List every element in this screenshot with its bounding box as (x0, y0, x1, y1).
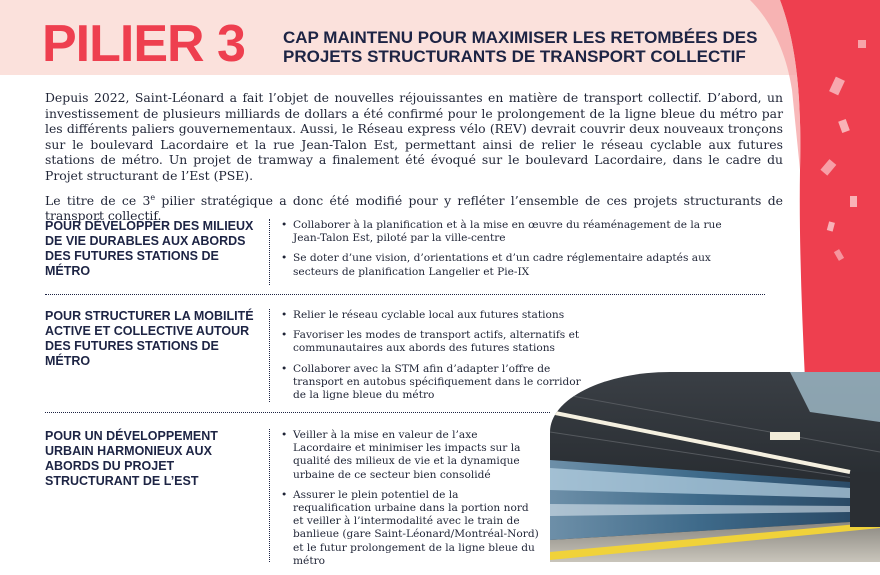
bullet-list (281, 429, 539, 575)
pillar-number: PILIER 3 (42, 15, 245, 73)
section-separator (45, 294, 765, 295)
list-item: • Se doter d’une vision, d’orientations et d’un cadre réglementaire adaptés aux secteurs de planification Langelier et Pie-IX (281, 252, 736, 278)
bullet-list (281, 309, 596, 409)
intro-paragraph-2-start: Le titre de ce 3 (45, 192, 151, 208)
metro-station-photo (550, 372, 880, 562)
section-heading: POUR STRUCTURER LA MOBILITÉ ACTIVE ET COLLECTIVE AUTOUR DES FUTURES STATIONS DE MÉTRO (45, 309, 254, 368)
list-item: • Veiller à la mise en valeur de l’axe Lacordaire et minimiser les impacts sur la qualité des milieux de vie et la dynamique urbaine de ce secteur bien consolidé (281, 429, 539, 482)
ordinal-superscript: e (150, 192, 156, 202)
intro-paragraph-2-end: pilier stratégique a donc été modifié pour y refléter l’ensemble de ces projets structurants de transport collectif. (45, 192, 783, 224)
strategy-section-1 (45, 219, 765, 294)
bullet-list (281, 219, 736, 286)
pillar-title: CAP MAINTENU POUR MAXIMISER LES RETOMBÉES DES PROJETS STRUCTURANTS DE TRANSPORT COLLECTIF (283, 28, 758, 66)
section-separator (45, 412, 550, 413)
dotted-divider (269, 429, 270, 562)
section-heading: POUR UN DÉVELOPPEMENT URBAIN HARMONIEUX AUX ABORDS DU PROJET STRUCTURANT DE L’EST (45, 429, 218, 488)
dotted-divider (269, 309, 270, 402)
list-item: • Collaborer à la planification et à la mise en œuvre du réaménagement de la rue Jean-Talon Est, piloté par la ville-centre (281, 219, 736, 245)
list-item: • Collaborer avec la STM afin d’adapter l’offre de transport en autobus spécifiquement dans le corridor de la ligne bleue du métro (281, 363, 596, 403)
intro-text (45, 90, 783, 230)
intro-paragraph-1: Depuis 2022, Saint-Léonard a fait l’objet de nouvelles réjouissantes en matière de transport collectif. D’abord, un investissement de plusieurs milliards de dollars a été confirmé pour le prolongement de la ligne bleue du métro par les différents paliers gouvernementaux. Aussi, le Réseau express vélo (REV) devrait couvrir deux nouveaux tronçons sur le boulevard Lacordaire et la rue Jean-Talon Est, permettant ainsi de relier le réseau cyclable aux futures stations de métro. Un projet de tramway a finalement été évoqué sur le boulevard Lacordaire, dans le cadre du Projet structurant de l’Est (PSE). (45, 90, 783, 183)
list-item: • Favoriser les modes de transport actifs, alternatifs et communautaires aux abords des futures stations (281, 329, 596, 355)
section-heading: POUR DÉVELOPPER DES MILIEUX DE VIE DURABLES AUX ABORDS DES FUTURES STATIONS DE MÉTRO (45, 219, 254, 278)
list-item: • Relier le réseau cyclable local aux futures stations (281, 309, 596, 322)
list-item: • Assurer le plein potentiel de la requalification urbaine dans la portion nord et veiller à l’intermodalité avec le train de banlieue (gare Saint-Léonard/Montréal-Nord) et le futur prolongement de la ligne bleue du métro (281, 489, 539, 568)
dotted-divider (269, 219, 270, 285)
